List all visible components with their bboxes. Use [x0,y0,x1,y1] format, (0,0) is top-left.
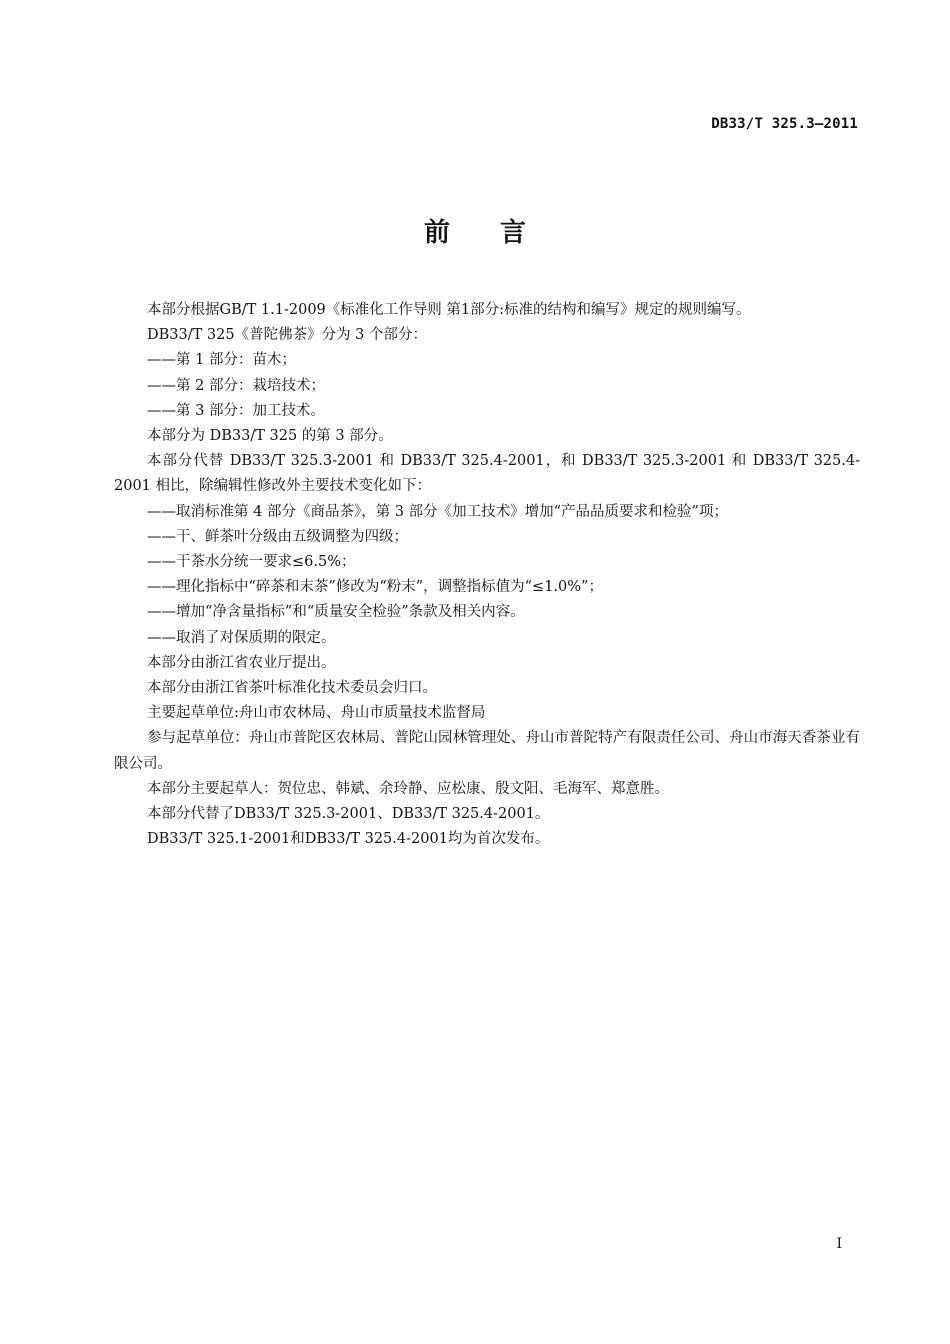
list-item: ——取消标准第 4 部分《商品茶》，第 3 部分《加工技术》增加“产品品质要求和检验”项； [147,503,728,520]
page-title: 前言 [423,218,576,248]
document-code: DB33/T 325.3—2011 [711,116,858,132]
paragraph: 主要起草单位:舟山市农林局、舟山市质量技术监督局 [147,705,486,722]
list-item: ——第 3 部分：加工技术。 [147,402,325,419]
paragraph: 本部分代替 DB33/T 325.3-2001 和 DB33/T 325.4-2001，和 DB33/T 325.3-2001 和 DB33/T 325.4-2001 相比，除编辑性修改外主要技术变化如下： [114,453,860,495]
list-item: ——取消了对保质期的限定。 [147,629,336,646]
paragraph: 本部分代替了DB33/T 325.3-2001、DB33/T 325.4-2001。 [147,806,550,823]
paragraph: DB33/T 325《普陀佛茶》分为 3 个部分： [147,327,428,344]
list-item: ——理化指标中“碎茶和末茶”修改为“粉末”，调整指标值为“≤1.0%”； [147,579,603,596]
paragraph: 本部分为 DB33/T 325 的第 3 部分。 [147,428,393,445]
paragraph: 本部分由浙江省农业厅提出。 [147,654,336,671]
paragraph: 参与起草单位：舟山市普陀区农林局、普陀山园林管理处、舟山市普陀特产有限责任公司、舟山市海天香茶业有限公司。 [114,730,860,772]
page-number: I [836,1236,842,1252]
list-item: ——第 1 部分：苗木； [147,352,296,369]
foreword-body [114,298,860,852]
paragraph: 本部分主要起草人：贺位忠、韩斌、余玲静、应松康、殷文阳、毛海军、郑意胜。 [147,780,669,797]
paragraph: DB33/T 325.1-2001和DB33/T 325.4-2001均为首次发布。 [147,831,550,848]
paragraph: 本部分由浙江省茶叶标准化技术委员会归口。 [147,680,437,697]
list-item: ——干、鲜茶叶分级由五级调整为四级； [147,528,408,545]
list-item: ——增加“净含量指标”和“质量安全检验”条款及相关内容。 [147,604,525,621]
list-item: ——第 2 部分：栽培技术； [147,377,325,394]
list-item: ——干茶水分统一要求≤6.5%； [147,554,356,571]
paragraph: 本部分根据GB/T 1.1-2009《标准化工作导则 第1部分:标准的结构和编写》规定的规则编写。 [147,302,751,318]
